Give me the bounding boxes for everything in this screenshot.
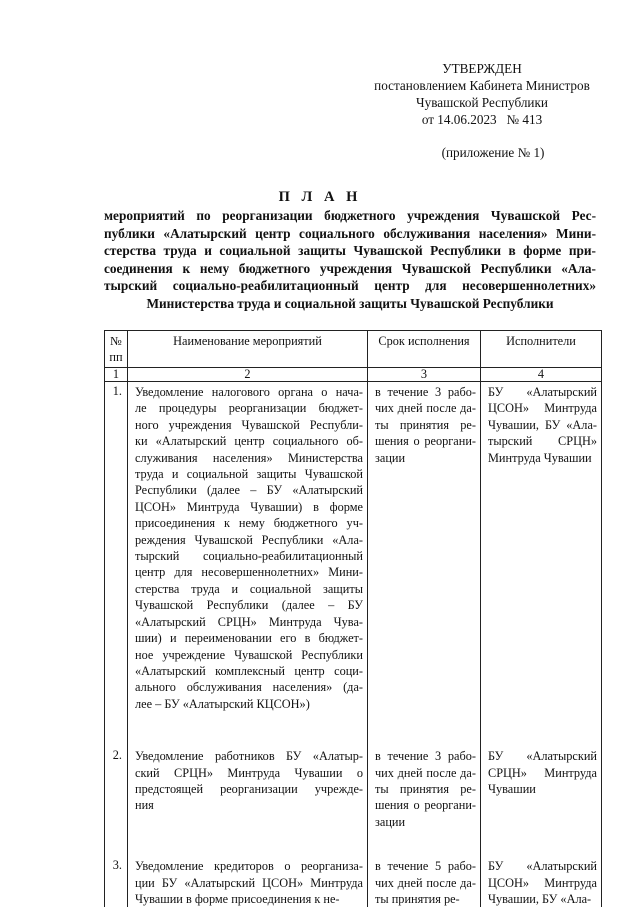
cell-line: ЦСОН» Минтруда	[488, 401, 597, 416]
cell-line: ты принятия ре-	[375, 891, 460, 906]
cell-line: Уведомление налогового органа о нача-	[135, 385, 363, 399]
cell-line: зации	[375, 450, 406, 465]
cell-line: ного учреждения Чувашской Республи-	[135, 417, 363, 432]
cell-line: тырский СРЦН»	[488, 434, 597, 449]
plan-table	[104, 330, 602, 907]
cell-line: в течение 5 рабо-	[375, 859, 476, 874]
cell-line: лее – БУ «Алатырский КЦСОН»)	[135, 696, 310, 711]
row-executors	[481, 856, 602, 907]
subtitle-line: мероприятий по реорганизации бюджетного учреждения Чувашской Рес-	[104, 208, 596, 223]
cell-line: СРЦН» Минтруда	[488, 765, 597, 780]
cell-line: в течение 3 рабо-	[375, 385, 476, 399]
row-deadline	[368, 856, 481, 907]
cell-line: ский СРЦН» Минтруда Чувашии о	[135, 765, 363, 780]
cell-line: ния	[135, 798, 154, 813]
cell-line: чих дней после да-	[375, 765, 476, 780]
table-header-row	[105, 331, 602, 368]
cell-line: шения о реоргани-	[375, 434, 476, 449]
approval-line-republic: Чувашской Республики	[416, 95, 548, 110]
row-event	[128, 746, 368, 856]
column-number: 3	[368, 368, 481, 382]
cell-line: ЦСОН» Минтруда Чувашии) в форме	[135, 499, 363, 514]
annex-label: (приложение № 1)	[441, 145, 545, 160]
cell-line: шии) и переименовании его в бюджет-	[135, 631, 363, 646]
cell-line: стерства труда и социальной защиты	[135, 581, 363, 596]
cell-line: чих дней после да-	[375, 875, 476, 890]
column-number: 2	[128, 368, 368, 382]
cell-line: реждения Чувашской Республики «Ала-	[135, 532, 363, 547]
header-event: Наименование мероприятий	[128, 331, 368, 368]
subtitle-line: стерства труда и социальной защиты Чувашской Республики в форме при-	[104, 243, 596, 258]
row-number: 2.	[105, 746, 128, 856]
cell-line: Чувашской Республики (далее – БУ	[135, 598, 363, 613]
cell-line: БУ «Алатырский	[488, 859, 597, 874]
cell-line: чих дней после да-	[375, 401, 476, 416]
cell-line: Минтруда Чувашии	[488, 450, 592, 465]
plan-subtitle	[104, 207, 596, 312]
subtitle-line: Министерства труда и социальной защиты Чувашской Республики	[146, 295, 554, 311]
plan-title: П Л А Н	[278, 189, 362, 205]
row-executors	[481, 746, 602, 856]
cell-line: труда и социальной защиты Чувашской	[135, 467, 363, 482]
approval-block	[362, 60, 602, 128]
cell-line: в течение 3 рабо-	[375, 749, 476, 764]
row-event	[128, 382, 368, 747]
row-executors	[481, 382, 602, 747]
cell-line: Уведомление кредиторов о реорганиза-	[135, 859, 363, 874]
cell-line: Уведомление работников БУ «Алатыр-	[135, 749, 363, 764]
cell-line: Республики (далее – БУ «Алатырский	[135, 483, 363, 498]
cell-line: ЦСОН» Минтруда	[488, 875, 597, 890]
cell-line: Чувашии в форме присоединения к не-	[135, 891, 340, 906]
cell-line: предстоящей реорганизации учрежде-	[135, 781, 363, 796]
approval-line-date: от 14.06.2023 № 413	[421, 112, 543, 127]
cell-line: центр для несовершеннолетних» Мини-	[135, 565, 363, 580]
column-number: 1	[105, 368, 128, 382]
table-row	[105, 856, 602, 907]
header-number: № пп	[105, 331, 128, 368]
header-executors: Исполнители	[481, 331, 602, 368]
header-deadline: Срок исполнения	[368, 331, 481, 368]
cell-line: «Алатырский СРЦН» Минтруда Чува-	[135, 614, 363, 629]
cell-line: «Алатырский комплексный центр соци-	[135, 663, 363, 678]
cell-line: ле процедуры реорганизации бюджет-	[135, 401, 363, 416]
row-number: 1.	[105, 382, 128, 747]
approval-title: УТВЕРЖДЕН	[442, 61, 522, 76]
cell-line: ты принятия ре-	[375, 417, 476, 432]
cell-line: ты принятия ре-	[375, 781, 476, 796]
row-deadline	[368, 382, 481, 747]
table-row	[105, 746, 602, 856]
approval-line-resolution: постановлением Кабинета Министров	[374, 78, 590, 93]
cell-line: тырский социально-реабилитационный	[135, 549, 363, 564]
row-deadline	[368, 746, 481, 856]
row-number: 3.	[105, 856, 128, 907]
table-column-numbers-row	[105, 368, 602, 382]
row-event	[128, 856, 368, 907]
subtitle-line: соединения к нему бюджетного учреждения Чувашской Республики «Ала-	[104, 260, 596, 276]
cell-line: присоединения к нему бюджетного уч-	[135, 516, 363, 531]
cell-line: Чувашии, БУ «Ала-	[488, 417, 597, 432]
cell-line: шения о реоргани-	[375, 798, 476, 813]
table-row	[105, 382, 602, 747]
cell-line: БУ «Алатырский	[488, 385, 597, 399]
cell-line: ального обслуживания населения» (да-	[135, 680, 363, 695]
cell-line: ции БУ «Алатырский ЦСОН» Минтруда	[135, 875, 363, 890]
column-number: 4	[481, 368, 602, 382]
cell-line: Чувашии, БУ «Ала-	[488, 891, 592, 906]
subtitle-line: тырский социально-реабилитационный центр для несовершеннолетних»	[104, 278, 596, 293]
cell-line: Чувашии	[488, 781, 536, 796]
cell-line: служивания населения» Министерства	[135, 450, 363, 465]
cell-line: зации	[375, 814, 406, 829]
cell-line: ное учреждение Чувашской Республики	[135, 647, 363, 662]
cell-line: БУ «Алатырский	[488, 749, 597, 764]
cell-line: ки «Алатырский центр социального об-	[135, 434, 363, 449]
subtitle-line: публики «Алатырский центр социального обслуживания населения» Мини-	[104, 225, 596, 241]
